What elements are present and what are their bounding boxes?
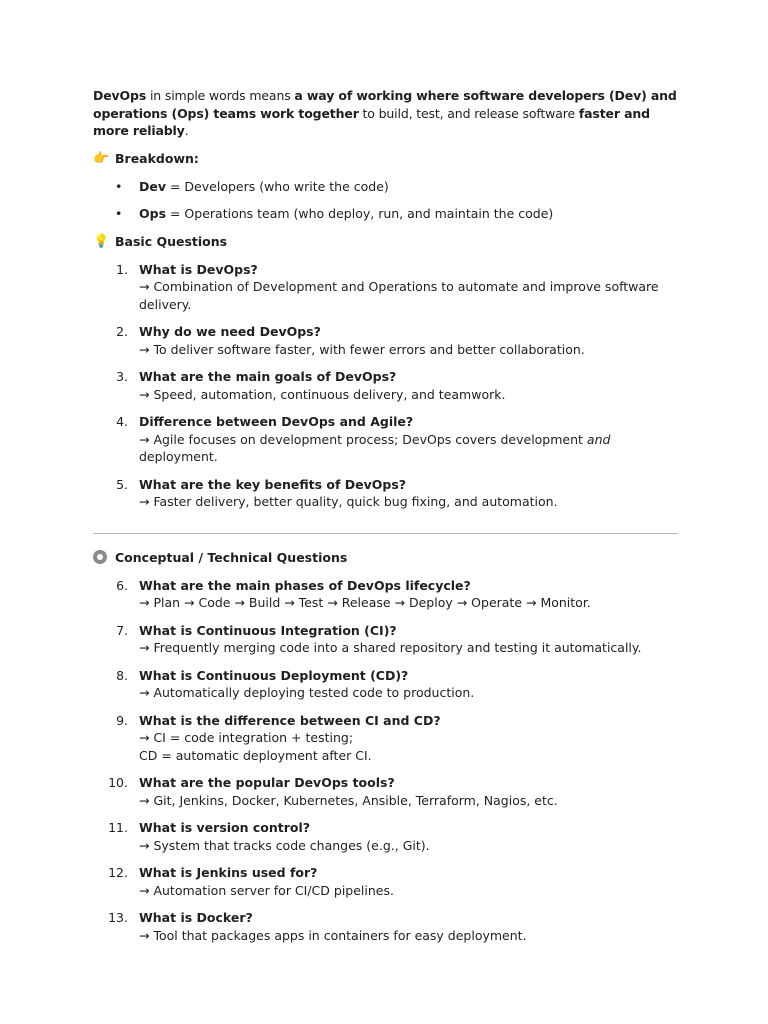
- basic-questions-heading: [93, 233, 678, 251]
- question-text: What is version control?: [139, 820, 311, 835]
- question-number: 1.: [116, 261, 128, 277]
- question-item: [93, 774, 678, 809]
- answer-part: → Agile focuses on development process; DevOps covers development: [139, 431, 587, 447]
- question-text: What is Continuous Integration (CI)?: [139, 622, 397, 638]
- question-text: What are the main goals of DevOps?: [139, 369, 397, 384]
- question-number: 9.: [116, 712, 128, 728]
- question-number: 6.: [116, 577, 128, 593]
- answer-text: → Speed, automation, continuous delivery, and teamwork.: [139, 386, 506, 402]
- bullet-dot: •: [115, 206, 123, 221]
- question-number: 3.: [116, 369, 128, 384]
- answer-text: → CI = code integration + testing;: [139, 730, 354, 745]
- answer-text: → Plan → Code → Build → Test → Release → Deploy → Operate → Monitor.: [139, 595, 591, 610]
- light-bulb-icon: 💡: [93, 233, 110, 249]
- bullet-text: = Operations team (who deploy, run, and maintain the code): [166, 206, 554, 221]
- question-text: What are the popular DevOps tools?: [139, 775, 395, 790]
- question-item: [93, 864, 678, 899]
- question-text: What is Jenkins used for?: [139, 865, 318, 880]
- question-number: 12.: [108, 865, 128, 880]
- question-number: 5.: [116, 476, 128, 492]
- basic-questions-list: [93, 261, 678, 511]
- question-item: [93, 819, 678, 854]
- answer-text: → Combination of Development and Operations to automate and improve software delivery.: [139, 279, 659, 312]
- list-item: [93, 205, 678, 223]
- list-item: [93, 178, 678, 196]
- intro-text-2: to build, test, and release software: [358, 105, 579, 121]
- question-item: [93, 577, 678, 612]
- question-item: [93, 261, 678, 314]
- intro-paragraph: [93, 87, 678, 140]
- answer-text: → Git, Jenkins, Docker, Kubernetes, Ansible, Terraform, Nagios, etc.: [139, 792, 558, 808]
- question-text: What are the key benefits of DevOps?: [139, 476, 407, 492]
- bullet-term: Ops: [139, 206, 167, 221]
- question-item: [93, 667, 678, 702]
- conceptual-questions-heading: [93, 549, 678, 567]
- answer-text: → System that tracks code changes (e.g., Git).: [139, 837, 430, 853]
- intro-term: DevOps: [93, 88, 147, 103]
- intro-emphasis: faster and more reliably: [93, 105, 650, 138]
- answer-text: → Faster delivery, better quality, quick bug fixing, and automation.: [139, 494, 558, 509]
- question-text: What is Continuous Deployment (CD)?: [139, 667, 409, 683]
- question-number: 4.: [116, 414, 128, 429]
- answer-text: → Tool that packages apps in containers for easy deployment.: [139, 927, 527, 943]
- question-number: 2.: [116, 324, 128, 339]
- question-text: What are the main phases of DevOps lifecycle?: [139, 577, 471, 593]
- document-content: [93, 87, 678, 954]
- intro-definition: a way of working where software developers (Dev) and operations (Ops) teams work together: [93, 88, 677, 121]
- answer-text: → Automatically deploying tested code to production.: [139, 685, 475, 700]
- intro-text-1: in simple words means: [146, 88, 295, 103]
- question-text: What is DevOps?: [139, 261, 258, 277]
- answer-part: deployment.: [139, 449, 218, 464]
- question-number: 7.: [116, 622, 128, 638]
- question-text: Why do we need DevOps?: [139, 324, 321, 339]
- conceptual-questions-list: [93, 577, 678, 945]
- question-number: 10.: [108, 775, 128, 790]
- answer-text-line-2: CD = automatic deployment after CI.: [139, 747, 372, 763]
- intro-period: .: [184, 123, 189, 138]
- question-text: What is Docker?: [139, 910, 253, 925]
- question-item: [93, 476, 678, 511]
- question-item: [93, 323, 678, 358]
- question-item: [93, 413, 678, 466]
- pointing-hand-icon: 👉: [93, 150, 110, 166]
- question-item: [93, 368, 678, 403]
- breakdown-list: [93, 178, 678, 223]
- question-number: 13.: [108, 910, 128, 925]
- question-item: [93, 622, 678, 657]
- question-number: 8.: [116, 667, 128, 683]
- bullet-text: = Developers (who write the code): [166, 178, 389, 194]
- answer-text: → To deliver software faster, with fewer errors and better collaboration.: [139, 341, 585, 357]
- question-item: [93, 712, 678, 765]
- question-item: [93, 909, 678, 944]
- bullet-term: Dev: [139, 178, 167, 194]
- gear-icon: [93, 549, 115, 567]
- conceptual-questions-title: Conceptual / Technical Questions: [115, 549, 348, 565]
- bullet-dot: •: [115, 178, 123, 194]
- question-text: Difference between DevOps and Agile?: [139, 414, 414, 429]
- basic-questions-title: Basic Questions: [115, 233, 228, 249]
- answer-text: → Frequently merging code into a shared repository and testing it automatically.: [139, 640, 642, 655]
- breakdown-title: Breakdown:: [115, 150, 199, 166]
- answer-text: → Automation server for CI/CD pipelines.: [139, 882, 394, 898]
- breakdown-heading: [93, 150, 678, 168]
- section-divider: [93, 533, 678, 534]
- answer-text: [139, 431, 678, 466]
- question-number: 11.: [108, 820, 128, 835]
- question-text: What is the difference between CI and CD?: [139, 712, 441, 728]
- answer-emphasis: and: [586, 431, 611, 447]
